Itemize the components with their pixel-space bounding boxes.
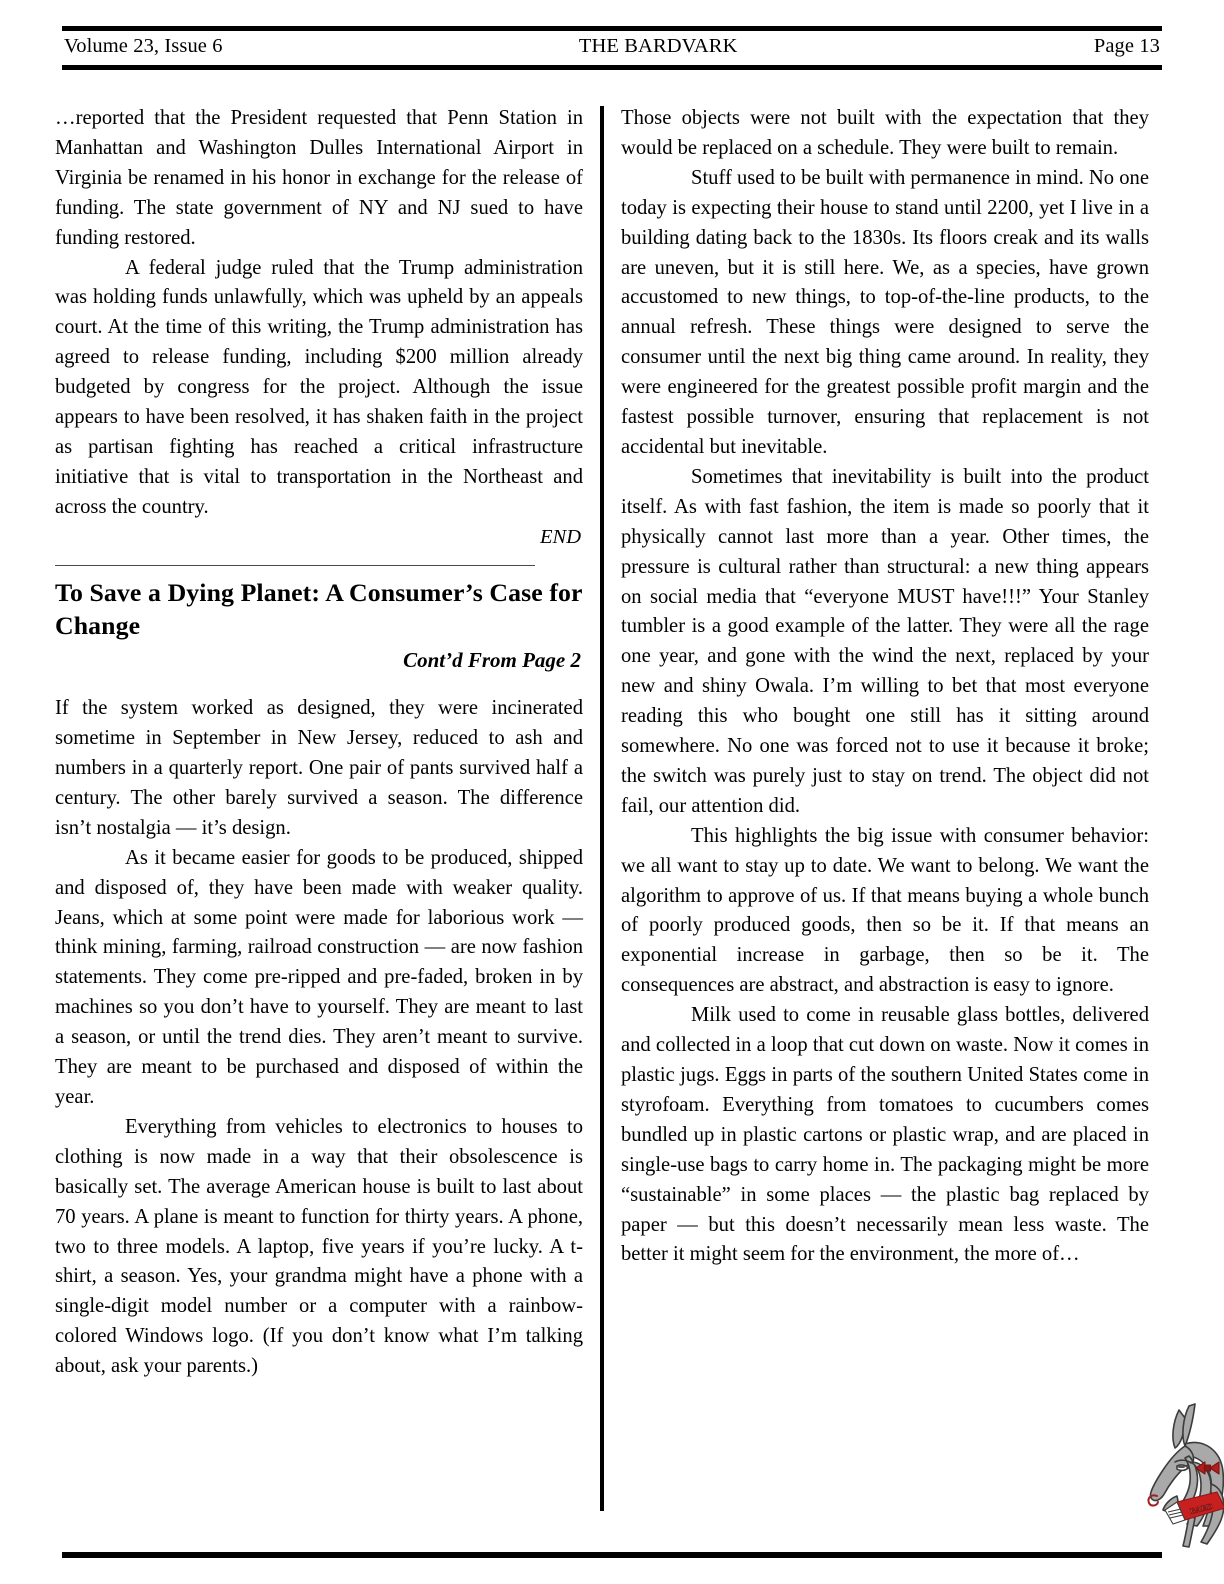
paragraph: Sometimes that inevitability is built into the product itself. As with fast fashion, the item is made so poorly that it physically cannot last more than a year. Other times, the pressure is cultural rather than structural: a new thing appears on social media that “everyone MUST have!!!” Your Stanley tumbler is a good example of the latter. They were all the rage one year, and gone with the wind the next, replaced by your new and shiny Owala. I’m willing to bet that most everyone reading this who bought one still has it sitting around somewhere. No one was forced not to use it because it broke; the switch was purely just to stay on trend. The object did not fail, our attention did. <box>621 465 1149 817</box>
paragraph: A federal judge ruled that the Trump administration was holding funds unlawfully, which was upheld by an appeals court. At the time of this writing, the Trump administration has agreed to release funding, including $200 million already budgeted by congress for the project. Although the issue appears to have been resolved, it has shaken faith in the project as partisan fighting has reached a critical infrastructure initiative that is vital to transportation in the Northeast and across the country. <box>55 256 583 518</box>
aardvark-mascot-icon <box>1133 1392 1224 1552</box>
paragraph: This highlights the big issue with consumer behavior: we all want to stay up to date. We want to belong. We want the algorithm to approve of us. If that means buying a whole bunch of poorly produced goods, then so be it. If that means an exponential increase in garbage, then so be it. The consequences are abstract, and abstraction is easy to ignore. <box>621 824 1149 997</box>
headline-spacer <box>55 674 583 694</box>
column-divider <box>600 106 604 1511</box>
paragraph: As it became easier for goods to be produced, shipped and disposed of, they have been made with weaker quality. Jeans, which at some point were made for laborious work — think mining, farming, railroad construction — are now fashion statements. They come pre-ripped and pre-faded, broken in by machines so you don’t have to yourself. They are meant to last a season, or until the trend dies. They aren’t meant to survive. They are meant to be purchased and disposed of within the year. <box>55 846 583 1108</box>
paragraph: Everything from vehicles to electronics to houses to clothing is now made in a way that their obsolescence is basically set. The average American house is built to last about 70 years. A plane is meant to function for thirty years. A phone, two to three models. A laptop, five years if you’re lucky. A t-shirt, a season. Yes, your grandma might have a phone with a single-digit model number or a computer with a rainbow-colored Windows logo. (If you don’t know what I’m talking about, ask your parents.) <box>55 1115 583 1378</box>
mascot-newspaper-text: BARD <box>1189 1501 1214 1516</box>
paragraph: …reported that the President requested that Penn Station in Manhattan and Washington Dulles International Airport in Virginia be renamed in his honor in exchange for the release of funding. The state government of NY and NJ sued to have funding restored. <box>55 107 583 249</box>
page-bottom-rule <box>62 1552 1162 1558</box>
right-column <box>621 104 1149 1514</box>
paragraph: Stuff used to be built with permanence in mind. No one today is expecting their house to stand until 2200, yet I live in a building dating back to the 1830s. Its floors creak and its walls are uneven, but it is still here. We, as a species, have grown accustomed to new things, to top-of-the-line products, to the annual refresh. These things were designed to serve the consumer until the next big thing came around. In reality, they were engineered for the greatest possible profit margin and the fastest possible turnover, ensuring that replacement is not accidental but inevitable. <box>621 166 1149 458</box>
masthead-row <box>62 31 1162 63</box>
paragraph: If the system worked as designed, they were incinerated sometime in September in New Jersey, reduced to ash and numbers in a quarterly report. One pair of pants survived half a century. The other barely survived a season. The difference isn’t nostalgia — it’s design. <box>55 697 583 839</box>
left-column <box>55 104 583 1514</box>
end-marker: END <box>540 525 581 548</box>
masthead <box>62 26 1162 70</box>
page-number: Page 13 <box>1093 35 1160 57</box>
article-headline: To Save a Dying Planet: A Consumer’s Case for Change <box>55 578 583 641</box>
paragraph: Those objects were not built with the expectation that they would be replaced on a schedule. They were built to remain. <box>621 107 1149 159</box>
paragraph: Milk used to come in reusable glass bottles, delivered and collected in a loop that cut down on waste. Now it comes in plastic jugs. Eggs in parts of the southern United States come in styrofoam. Everything from tomatoes to cucumbers comes bundled up in plastic cartons or plastic wrap, and are placed in single-use bags to carry home in. The packaging might be more “sustainable” in some places — the plastic bag replaced by paper — but this doesn’t necessarily mean less waste. The better it might seem for the environment, the more of… <box>621 1004 1149 1266</box>
article-separator-rule <box>55 565 535 567</box>
continued-from-label: Cont’d From Page 2 <box>403 648 581 673</box>
volume-issue: Volume 23, Issue 6 <box>64 35 223 57</box>
article-columns <box>55 104 1165 1514</box>
publication-title: THE BARDVARK <box>578 35 738 57</box>
masthead-bottom-rule <box>62 65 1162 70</box>
